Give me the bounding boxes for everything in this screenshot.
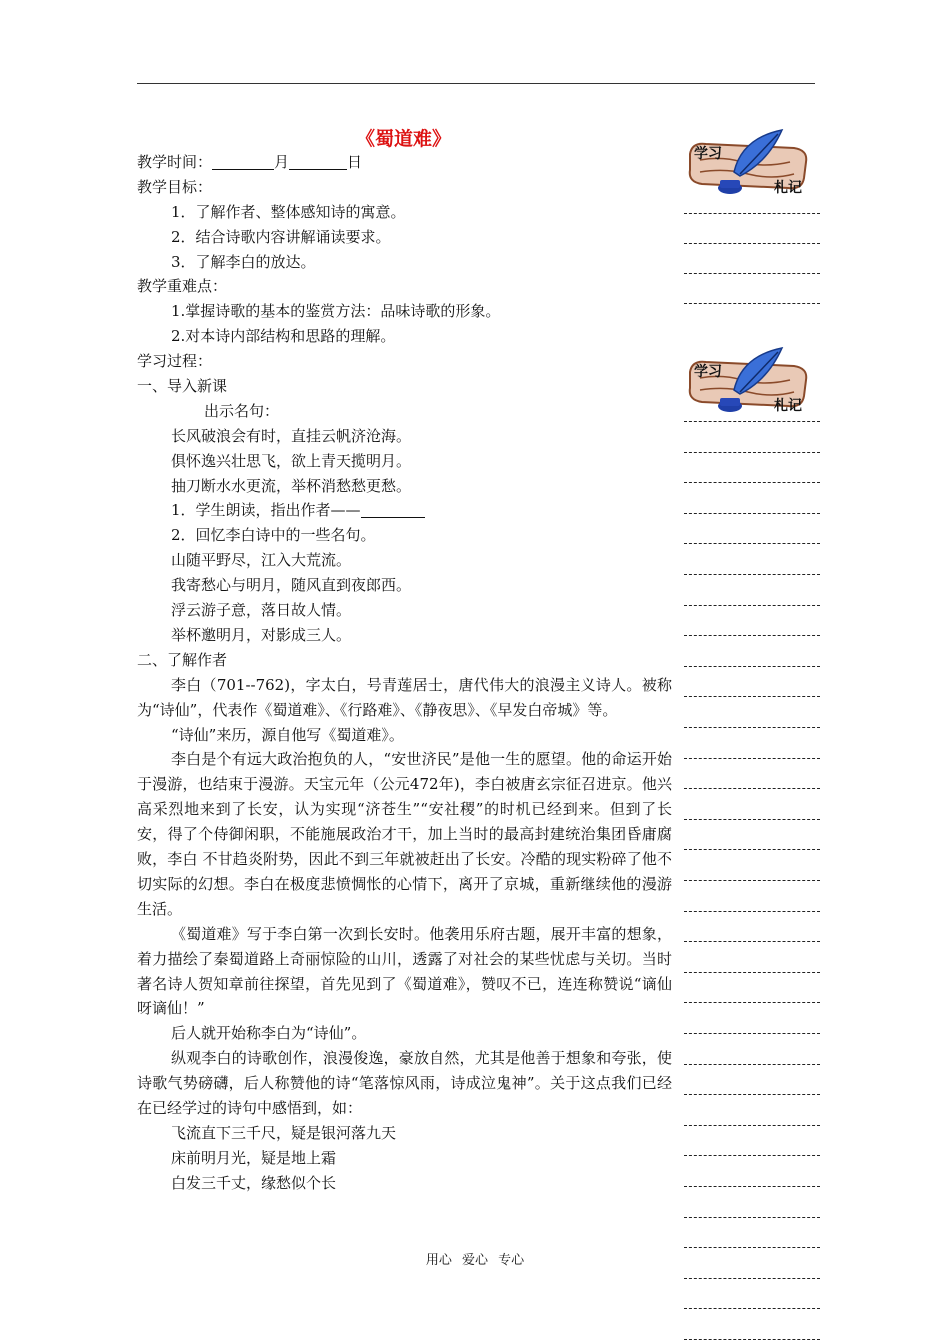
- step2-line: 2．回忆李白诗中的一些名句。: [171, 526, 376, 545]
- quill-scroll-icon: [682, 128, 815, 198]
- note-line: [684, 273, 820, 274]
- note-line: [684, 880, 820, 881]
- document-body: [137, 150, 672, 1196]
- objective-item: 1．了解作者、整体感知诗的寓意。: [171, 202, 406, 221]
- note-line: [684, 972, 820, 973]
- note-line: [684, 635, 820, 636]
- note-line: [684, 941, 820, 942]
- famous-line: 举杯邀明月，对影成三人。: [171, 625, 352, 644]
- note-line: [684, 727, 820, 728]
- note-line: [684, 303, 820, 304]
- note-line: [684, 605, 820, 606]
- quill-scroll-icon: [682, 346, 815, 416]
- day-label: 日: [347, 153, 363, 171]
- note-line: [684, 574, 820, 575]
- day-blank: [289, 151, 347, 170]
- note-line: [684, 666, 820, 667]
- quote-line: 长风破浪会有时，直挂云帆济沧海。: [171, 426, 412, 445]
- note-line: [684, 849, 820, 850]
- famous-line: 我寄愁心与明月，随风直到夜郎西。: [171, 576, 412, 595]
- famous-line: 山随平野尽，江入大荒流。: [171, 551, 352, 570]
- process-heading: 学习过程：: [137, 352, 213, 371]
- study-notes-emblem: [682, 128, 815, 198]
- author-paragraph: 后人就开始称李白为“诗仙”。: [171, 1024, 367, 1043]
- quote-line: 俱怀逸兴壮思飞，欲上青天揽明月。: [171, 451, 412, 470]
- author-paragraph: 《蜀道难》写于李白第一次到长安时。他袭用乐府古题，展开丰富的想象，着力描绘了秦蜀道路上奇丽惊险的山川，透露了对社会的某些忧虑与关切。当时著名诗人贺知章前往探望，首先见到了《蜀道难》，赞叹不已，连连称赞说“谪仙呀谪仙！”: [137, 924, 672, 1018]
- note-line: [684, 243, 820, 244]
- key-point-item: 1.掌握诗歌的基本的鉴赏方法：品味诗歌的形象。: [171, 302, 501, 321]
- note-line: [684, 696, 820, 697]
- note-line: [684, 819, 820, 820]
- example-line: 白发三千丈，缘愁似个长: [171, 1173, 337, 1192]
- step1-line: [137, 498, 672, 523]
- step1-text: 1．学生朗读，指出作者——: [171, 501, 361, 520]
- author-paragraph: 李白（701--762)，字太白，号青莲居士，唐代伟大的浪漫主义诗人。被称为“诗仙”，代表作《蜀道难》、《行路难》、《静夜思》、《早发白帝城》等。: [137, 675, 672, 719]
- section1-heading: 一、导入新课: [137, 377, 228, 396]
- note-line: [684, 513, 820, 514]
- month-label: 月: [274, 153, 290, 171]
- note-line: [684, 1339, 820, 1340]
- author-paragraph: 李白是个有远大政治抱负的人，“安世济民”是他一生的愿望。他的命运开始于漫游，也结束于漫游。天宝元年（公元472年)，李白被唐玄宗征召进京。他兴高采烈地来到了长安，认为实现“济苍生”“安社稷”的时机已经到来。但到了长安，得了个侍御闲职，不能施展政治才干，加上当时的最高封建统治集团昏庸腐败，李白 不甘趋炎附势，因此不到三年就被赶出了长安。冷酷的现实粉碎了他不切实际的幻想。李白在极度悲愤惆怅的心情下，离开了京城，重新继续他的漫游生活。: [137, 750, 672, 918]
- note-line: [684, 788, 820, 789]
- teaching-time-line: [137, 150, 672, 175]
- objective-item: 3．了解李白的放达。: [171, 252, 316, 271]
- note-line: [684, 1094, 820, 1095]
- note-line: [684, 1002, 820, 1003]
- note-line: [684, 1247, 820, 1248]
- note-line: [684, 452, 820, 453]
- teaching-time-label: 教学时间：: [137, 153, 213, 171]
- note-line: [684, 543, 820, 544]
- note-line: [684, 1064, 820, 1065]
- objectives-heading: 教学目标：: [137, 177, 213, 196]
- note-line: [684, 1155, 820, 1156]
- author-paragraph: “诗仙”来历，源自他写《蜀道难》。: [171, 725, 404, 744]
- header-rule: [137, 83, 815, 84]
- show-quotes-label: 出示名句：: [204, 401, 280, 420]
- note-line: [684, 1125, 820, 1126]
- note-line: [684, 1308, 820, 1309]
- famous-line: 浮云游子意，落日故人情。: [171, 601, 352, 620]
- note-line: [684, 482, 820, 483]
- page-footer: 用心 爱心 专心: [425, 1253, 525, 1268]
- note-line: [684, 421, 820, 422]
- quote-line: 抽刀断水水更流，举杯消愁愁更愁。: [171, 476, 412, 495]
- example-line: 飞流直下三千尺，疑是银河落九天: [171, 1124, 397, 1143]
- note-line: [684, 1033, 820, 1034]
- author-blank: [361, 499, 425, 518]
- svg-text:札记: 札记: [774, 398, 802, 414]
- author-paragraph: 纵观李白的诗歌创作，浪漫俊逸，豪放自然，尤其是他善于想象和夸张，使诗歌气势磅礴，后人称赞他的诗“笔落惊风雨，诗成泣鬼神”。关于这点我们已经在已经学过的诗句中感悟到，如：: [137, 1049, 672, 1118]
- note-line: [684, 213, 820, 214]
- note-line: [684, 758, 820, 759]
- note-line: [684, 1186, 820, 1187]
- objective-item: 2．结合诗歌内容讲解诵读要求。: [171, 227, 391, 246]
- key-point-item: 2.对本诗内部结构和思路的理解。: [171, 327, 396, 346]
- month-blank: [212, 151, 274, 170]
- key-points-heading: 教学重难点：: [137, 277, 228, 296]
- svg-text:学习: 学习: [694, 146, 722, 162]
- svg-text:札记: 札记: [774, 180, 802, 196]
- page-title: 《蜀道难》: [356, 128, 452, 150]
- svg-text:学习: 学习: [694, 364, 722, 380]
- note-line: [684, 1278, 820, 1279]
- section2-heading: 二、了解作者: [137, 650, 228, 669]
- note-line: [684, 1217, 820, 1218]
- note-line: [684, 911, 820, 912]
- study-notes-emblem: [682, 346, 815, 416]
- example-line: 床前明月光，疑是地上霜: [171, 1148, 337, 1167]
